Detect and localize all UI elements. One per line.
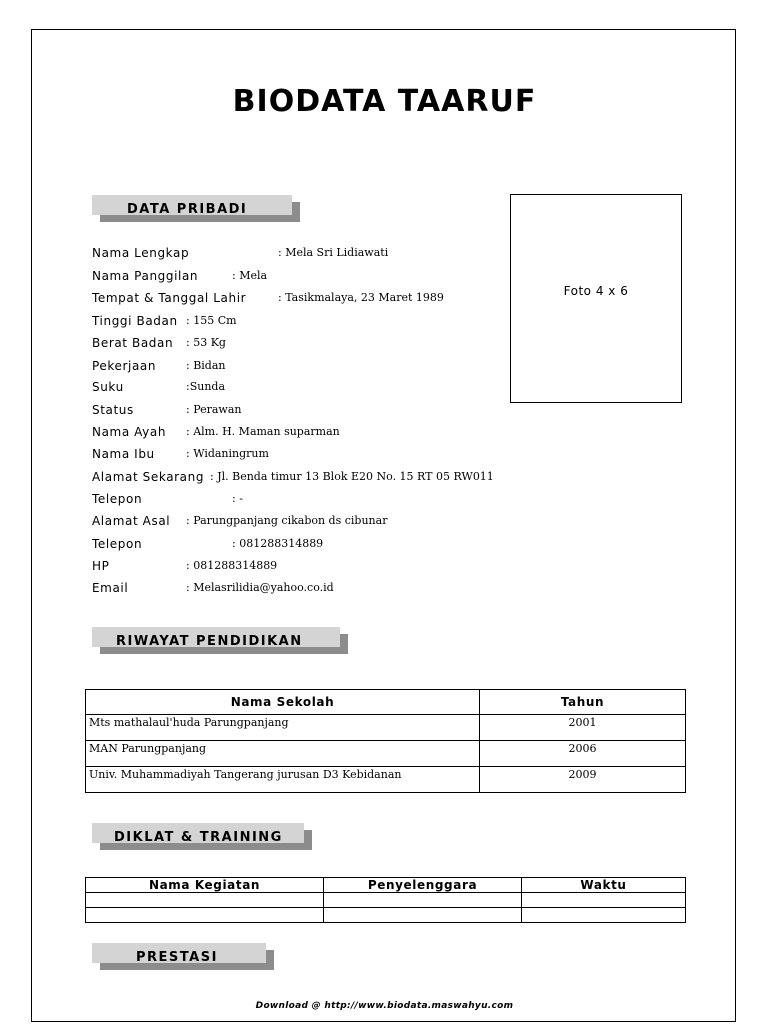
field-label: Alamat Sekarang (92, 470, 205, 484)
table-header-row (86, 690, 686, 715)
table-row (86, 893, 686, 908)
field-label: HP (92, 559, 110, 573)
field-value: : Melasrilidia@yahoo.co.id (186, 581, 334, 594)
field-value: : - (232, 492, 243, 505)
biodata-page (31, 29, 736, 1022)
column-header-penyelenggara: Penyelenggara (324, 878, 522, 893)
section-bar (92, 627, 340, 647)
footer-download-link[interactable]: Download @ http://www.biodata.maswahyu.com (255, 1001, 514, 1011)
field-label: Nama Lengkap (92, 246, 190, 260)
section-title: PRESTASI (136, 950, 218, 963)
column-header-waktu: Waktu (522, 878, 686, 893)
table-row (86, 767, 686, 793)
field-label: Berat Badan (92, 336, 174, 350)
year-cell: 2001 (480, 715, 686, 741)
school-cell: Univ. Muhammadiyah Tangerang jurusan D3 Kebidanan (86, 767, 480, 793)
section-bar (92, 943, 266, 963)
section-title: DATA PRIBADI (127, 202, 248, 215)
field-label: Telepon (92, 492, 143, 506)
field-label: Nama Panggilan (92, 269, 199, 283)
table-row (86, 715, 686, 741)
section-title: RIWAYAT PENDIDIKAN (116, 634, 303, 647)
table-row (86, 908, 686, 923)
section-header-data-pribadi (92, 195, 292, 215)
school-cell: Mts mathalaul'huda Parungpanjang (86, 715, 480, 741)
photo-label: Foto 4 x 6 (563, 284, 629, 298)
diklat-table (85, 877, 686, 923)
field-value: : Bidan (186, 359, 226, 372)
section-header-diklat-training (92, 823, 304, 843)
section-header-riwayat-pendidikan (92, 627, 340, 647)
field-value: : Alm. H. Maman suparman (186, 425, 340, 438)
education-table (85, 689, 686, 793)
section-header-prestasi (92, 943, 266, 963)
field-value: : Perawan (186, 403, 242, 416)
column-header-nama-sekolah: Nama Sekolah (86, 690, 480, 715)
field-label: Pekerjaan (92, 359, 157, 373)
page-title: BIODATA TAARUF (232, 84, 537, 119)
column-header-nama-kegiatan: Nama Kegiatan (86, 878, 324, 893)
field-label: Telepon (92, 537, 143, 551)
field-label: Nama Ayah (92, 425, 167, 439)
table-cell (522, 908, 686, 923)
field-value: :Sunda (186, 380, 226, 393)
field-value: : Parungpanjang cikabon ds cibunar (186, 514, 388, 527)
field-label: Tinggi Badan (92, 314, 178, 328)
field-value: : Jl. Benda timur 13 Blok E20 No. 15 RT 05 RW011 (210, 470, 494, 483)
table-row (86, 741, 686, 767)
field-label: Nama Ibu (92, 447, 155, 461)
section-title: DIKLAT & TRAINING (114, 830, 283, 843)
field-label: Suku (92, 380, 124, 394)
table-cell (522, 893, 686, 908)
field-value: : 081288314889 (232, 537, 324, 550)
table-cell (86, 893, 324, 908)
field-value: : 53 Kg (186, 336, 226, 349)
field-value: : Mela (232, 269, 268, 282)
column-header-tahun: Tahun (480, 690, 686, 715)
year-cell: 2009 (480, 767, 686, 793)
field-value: : 155 Cm (186, 314, 237, 327)
field-value: : Widaningrum (186, 447, 269, 460)
table-header-row (86, 878, 686, 893)
school-cell: MAN Parungpanjang (86, 741, 480, 767)
field-label: Alamat Asal (92, 514, 171, 528)
field-label: Tempat & Tanggal Lahir (92, 291, 247, 305)
photo-placeholder (510, 194, 682, 403)
year-cell: 2006 (480, 741, 686, 767)
field-value: : 081288314889 (186, 559, 278, 572)
field-label: Status (92, 403, 134, 417)
field-label: Email (92, 581, 129, 595)
section-bar (92, 823, 304, 843)
table-cell (324, 908, 522, 923)
field-value: : Tasikmalaya, 23 Maret 1989 (278, 291, 444, 304)
section-bar (92, 195, 292, 215)
table-cell (324, 893, 522, 908)
field-value: : Mela Sri Lidiawati (278, 246, 389, 259)
table-cell (86, 908, 324, 923)
